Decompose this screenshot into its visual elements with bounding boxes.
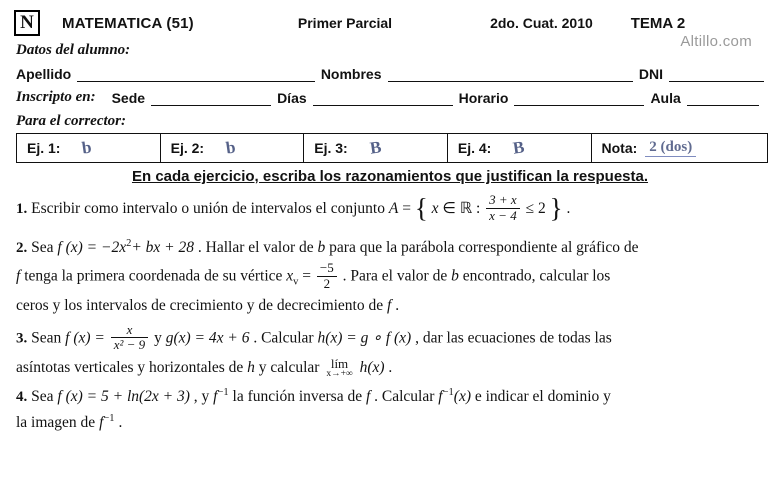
ej3-label: Ej. 3: <box>314 140 348 156</box>
exercise-1-rel: ≤ 2 <box>525 200 546 218</box>
inscripto-label: Inscripto en: <box>16 89 96 105</box>
exercise-3-s4: , dar las ecuaciones de todas las <box>415 329 612 347</box>
exercise-2-fx-exp: 2 <box>126 238 132 250</box>
exercise-1 <box>16 189 770 230</box>
exercise-1-x: x <box>431 200 439 218</box>
exercise-3-frac-num: x <box>126 321 133 337</box>
exercise-3-s7: . <box>388 358 393 376</box>
dni-field[interactable] <box>669 68 764 82</box>
nombres-label: Nombres <box>320 66 382 82</box>
exercise-4-finv: f <box>213 388 218 406</box>
exercise-4-s3: la función inversa de <box>232 388 363 406</box>
exercise-4-s6: la imagen de <box>16 414 96 432</box>
exercise-2-s3: para que la parábola correspondiente al gráfico de <box>329 239 639 257</box>
exercise-4-calc-x: (x) <box>453 388 471 406</box>
exercise-2 <box>16 236 770 260</box>
exercise-2-s1: Sea <box>31 239 54 257</box>
exercise-4-f3-exp: −1 <box>103 413 115 425</box>
exercise-4-s4: . Calcular <box>374 388 435 406</box>
exercise-4-s5: e indicar el dominio y <box>474 388 611 406</box>
exercise-3-fraction <box>111 323 148 353</box>
exam-tema: TEMA 2 <box>630 14 686 32</box>
exercise-3-number: 3. <box>16 330 28 347</box>
exercise-4-calc-f: f <box>438 388 443 406</box>
dias-field[interactable] <box>313 92 453 106</box>
page-header <box>10 8 770 38</box>
exercise-2-s10: . <box>395 297 400 315</box>
exercise-1-frac-num: 3 + x <box>489 192 517 208</box>
grade-cell-ej3[interactable] <box>304 134 448 162</box>
exercise-2-xv-sub: v <box>293 276 299 288</box>
apellido-field[interactable] <box>77 68 315 82</box>
exercise-1-tail: . <box>566 200 571 218</box>
exercise-1-number: 1. <box>16 201 28 218</box>
ej4-mark: B <box>512 137 526 158</box>
exercise-3-hx: h(x) = g ∘ f (x) <box>317 329 412 347</box>
exercise-4-f3: f <box>99 414 104 432</box>
ej2-label: Ej. 2: <box>170 140 205 156</box>
exercise-3-s5: asíntotas verticales y horizontales de <box>16 358 244 376</box>
horario-field[interactable] <box>514 92 644 106</box>
exercise-2-f2: f <box>387 297 392 315</box>
subject-title: MATEMATICA (51) <box>62 14 194 32</box>
exercise-2-eq: = <box>302 267 312 285</box>
exercise-1-fraction <box>486 193 520 223</box>
exam-period: 2do. Cuat. 2010 <box>490 15 593 31</box>
aula-label: Aula <box>650 90 681 106</box>
brace-open-icon: { <box>414 193 428 223</box>
ej1-mark: b <box>81 137 94 158</box>
exercise-2-s6: . Para el valor de <box>342 267 448 285</box>
exercise-3-line2 <box>16 356 770 380</box>
exercise-3-gx: g(x) = 4x + 6 <box>165 329 250 347</box>
exercise-4-f2: f <box>365 388 371 406</box>
dni-label: DNI <box>638 66 663 82</box>
exercise-4-s7: . <box>118 414 123 432</box>
exercise-3 <box>16 321 770 354</box>
exercise-2-xv: x <box>286 267 294 285</box>
exercise-3-fx: f (x) = <box>65 329 105 347</box>
grade-cell-nota[interactable] <box>592 134 768 162</box>
exercise-3-frac-den: x² − 9 <box>111 337 148 353</box>
exercise-2-s8: ceros y los intervalos de crecimiento y de decrecimiento de <box>16 297 384 315</box>
exercise-2-line2 <box>16 259 770 292</box>
exercise-2-fx: f (x) = −2x <box>57 239 127 257</box>
exercise-1-in: ∈ <box>442 200 456 218</box>
sede-field[interactable] <box>151 92 271 106</box>
exercise-2-frac-den: 2 <box>317 276 337 292</box>
exercise-2-s7: encontrado, calcular los <box>462 267 611 285</box>
exercise-2-b1: b <box>317 239 326 257</box>
ej2-mark: b <box>224 137 237 158</box>
institution-logo: N <box>14 10 40 36</box>
exercise-4 <box>16 385 770 409</box>
exercise-3-lim-arg: h(x) <box>359 358 385 376</box>
exercise-4-calc-exp: −1 <box>442 387 454 399</box>
exercise-4-line2 <box>16 411 770 435</box>
exercise-3-h: h <box>247 358 255 376</box>
grade-cell-ej1[interactable] <box>17 134 161 162</box>
exercise-1-frac-den: x − 4 <box>486 208 520 224</box>
exercise-4-finv-exp: −1 <box>217 387 229 399</box>
dias-label: Días <box>277 90 307 106</box>
student-data-heading: Datos del alumno: <box>16 42 131 58</box>
nombres-field[interactable] <box>388 68 633 82</box>
exercise-2-s5: tenga la primera coordenada de su vértice <box>24 267 283 285</box>
ej1-label: Ej. 1: <box>27 140 61 156</box>
apellido-label: Apellido <box>16 66 72 82</box>
exercise-2-fraction <box>317 261 337 291</box>
exercise-2-number: 2. <box>16 240 28 257</box>
aula-field[interactable] <box>687 92 759 106</box>
exercise-3-s1: Sean <box>31 329 62 347</box>
ej3-mark: B <box>368 137 383 158</box>
exercise-3-s3: . Calcular <box>253 329 314 347</box>
exercise-1-text: Escribir como intervalo o unión de intervalos el conjunto <box>31 200 385 218</box>
exercise-2-f: f <box>16 267 21 285</box>
corrector-heading: Para el corrector: <box>16 113 126 129</box>
exercise-1-set-var: A <box>388 200 399 218</box>
brace-close-icon: } <box>549 193 563 223</box>
instruction-text: En cada ejercicio, escriba los razonamientos que justifican la respuesta. <box>131 168 649 185</box>
sede-label: Sede <box>111 90 146 106</box>
exercise-4-number: 4. <box>16 389 28 406</box>
exercise-3-s6: y calcular <box>258 358 320 376</box>
student-name-row <box>16 66 770 82</box>
exercise-1-reals: ℝ <box>459 200 473 218</box>
grade-cell-ej2[interactable] <box>161 134 305 162</box>
exercise-3-limit <box>326 357 352 380</box>
exam-title: Primer Parcial <box>297 15 393 31</box>
limit-symbol: lím <box>330 355 349 371</box>
site-watermark: Altillo.com <box>680 33 752 50</box>
horario-label: Horario <box>458 90 509 106</box>
exercise-2-line3 <box>16 294 770 318</box>
exercise-3-s2: y <box>154 329 162 347</box>
exercise-4-s2: , y <box>193 388 210 406</box>
grade-cell-ej4[interactable] <box>448 134 592 162</box>
exercise-4-fx: f (x) = 5 + ln(2x + 3) <box>57 388 190 406</box>
exercise-2-frac-num: −5 <box>319 259 334 275</box>
exercise-2-fx-rest: + bx + 28 <box>131 239 195 257</box>
limit-subscript: x→+∞ <box>326 368 353 379</box>
student-enrollment-row <box>16 89 770 106</box>
exercise-2-s2: . Hallar el valor de <box>197 239 314 257</box>
ej4-label: Ej. 4: <box>457 140 492 156</box>
exercise-2-b2: b <box>451 267 459 285</box>
nota-mark: 2 (dos) <box>645 139 696 157</box>
grading-table <box>16 133 768 163</box>
exercise-4-s1: Sea <box>31 388 54 406</box>
exercise-1-eq: = <box>402 200 411 218</box>
nota-label: Nota: <box>601 140 638 156</box>
exercise-1-colon: : <box>475 200 481 218</box>
